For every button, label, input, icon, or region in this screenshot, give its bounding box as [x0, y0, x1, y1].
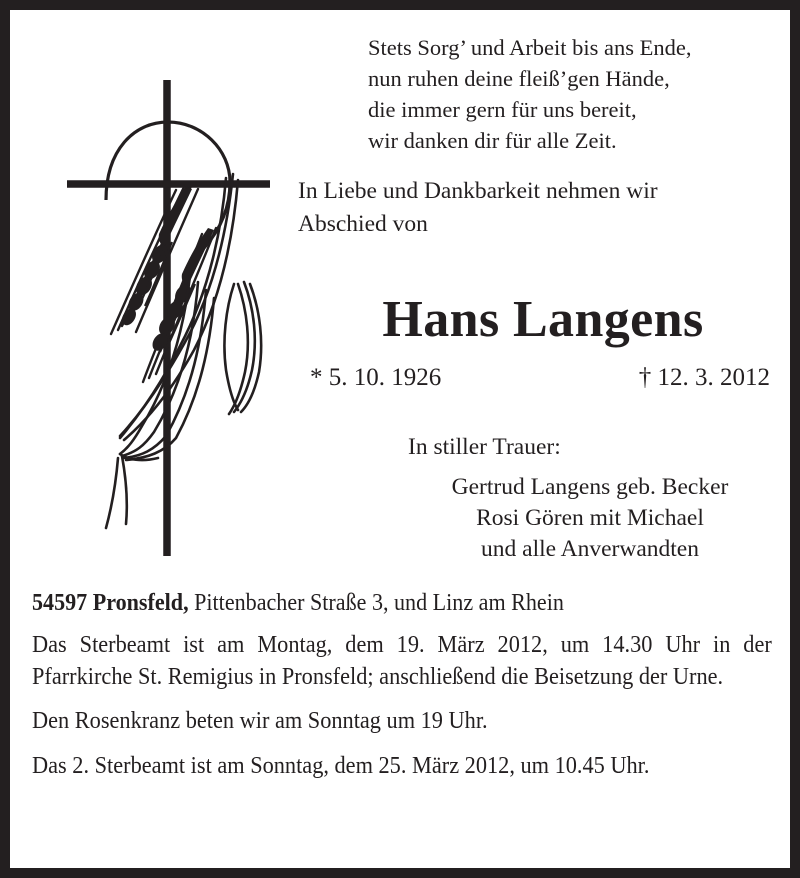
- address-zip-city: 54597 Pronsfeld,: [32, 590, 189, 616]
- mourners-heading: In stiller Trauer:: [408, 434, 561, 460]
- memorial-verse: [368, 32, 788, 156]
- farewell-line: In Liebe und Dankbarkeit nehmen wir: [298, 178, 658, 204]
- second-service-paragraph: Das 2. Sterbeamt ist am Sonntag, dem 25. März 2012, um 10.45 Uhr.: [32, 752, 650, 779]
- address-street: Pittenbacher Straße 3, und Linz am Rhein: [188, 590, 564, 616]
- notice-paper: [10, 10, 790, 868]
- deceased-name: Hans Langens: [382, 291, 704, 348]
- verse-line: die immer gern für uns bereit,: [368, 97, 637, 122]
- notice-upper-section: [10, 10, 790, 575]
- farewell-line: Abschied von: [298, 211, 428, 237]
- death-date: † 12. 3. 2012: [638, 364, 770, 391]
- rosary-detail-paragraph: Den Rosenkranz beten wir am Sonntag um 19 Uhr.: [32, 708, 488, 734]
- mourners-block: [390, 430, 790, 565]
- farewell-statement: [298, 175, 788, 241]
- cross-with-wheat-icon: [48, 58, 298, 568]
- mourner-name: Gertrud Langens geb. Becker: [451, 474, 729, 500]
- birth-date: * 5. 10. 1926: [310, 364, 442, 391]
- service-detail-paragraph: Das Sterbeamt ist am Montag, dem 19. März 2012, um 14.30 Uhr in der Pfarrkirche St. Remigius in Pronsfeld; anschließend die Beisetzung der Urne.: [32, 632, 772, 690]
- verse-line: nun ruhen deine fleiß’gen Hände,: [368, 66, 670, 91]
- mourner-name: Rosi Gören mit Michael: [476, 505, 704, 531]
- notice-lower-section: [32, 588, 772, 860]
- mourner-name: und alle Anverwandten: [481, 536, 699, 562]
- verse-line: Stets Sorg’ und Arbeit bis ans Ende,: [368, 35, 692, 60]
- life-dates: [310, 362, 770, 394]
- verse-line: wir danken dir für alle Zeit.: [368, 128, 617, 153]
- address-line: [32, 588, 713, 618]
- mourners-names: [390, 472, 790, 565]
